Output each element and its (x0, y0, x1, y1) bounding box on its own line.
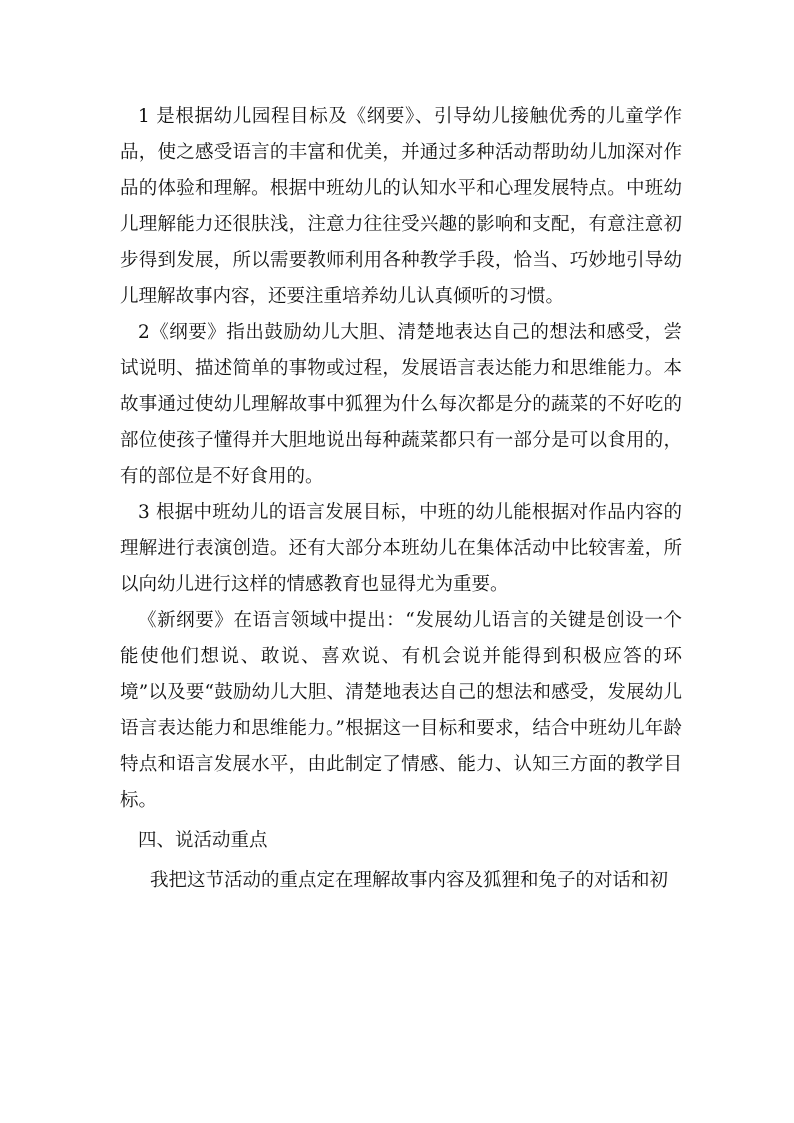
paragraph-3: 3 根据中班幼儿的语言发展目标，中班的幼儿能根据对作品内容的理解进行表演创造。还有大部分本班幼儿在集体活动中比较害羞，所以向幼儿进行这样的情感教育也显得尤为重要。 (120, 502, 682, 595)
document-body (120, 99, 682, 899)
paragraph-4: 《新纲要》在语言领域中提出：“发展幼儿语言的关键是创设一个能使他们想说、敢说、喜欢说、有机会说并能得到积极应答的环境”以及要“鼓励幼儿大胆、清楚地表达自己的想法和感受，发展幼儿语言表达能力和思维能力。”根据这一目标和要求，结合中班幼儿年龄特点和语言发展水平，由此制定了情感、能力、认知三方面的教学目标。 (120, 610, 682, 811)
paragraph-2: 2《纲要》指出鼓励幼儿大胆、清楚地表达自己的想法和感受，尝试说明、描述简单的事物或过程，发展语言表达能力和思维能力。本故事通过使幼儿理解故事中狐狸为什么每次都是分的蔬菜的不好吃的部位使孩子懂得并大胆地说出每种蔬菜都只有一部分是可以食用的，有的部位是不好食用的。 (120, 322, 682, 487)
paragraph-5: 我把这节活动的重点定在理解故事内容及狐狸和兔子的对话和初 (150, 870, 669, 891)
paragraph-1: 1 是根据幼儿园程目标及《纲要》、引导幼儿接触优秀的儿童学作品，使之感受语言的丰富和优美，并通过多种活动帮助幼儿加深对作品的体验和理解。根据中班幼儿的认知水平和心理发展特点。中班幼儿理解能力还很肤浅，注意力往往受兴趣的影响和支配，有意注意初步得到发展，所以需要教师利用各种教学手段，恰当、巧妙地引导幼儿理解故事内容，还要注重培养幼儿认真倾听的习惯。 (120, 106, 682, 307)
section-heading: 四、说活动重点 (138, 830, 268, 851)
